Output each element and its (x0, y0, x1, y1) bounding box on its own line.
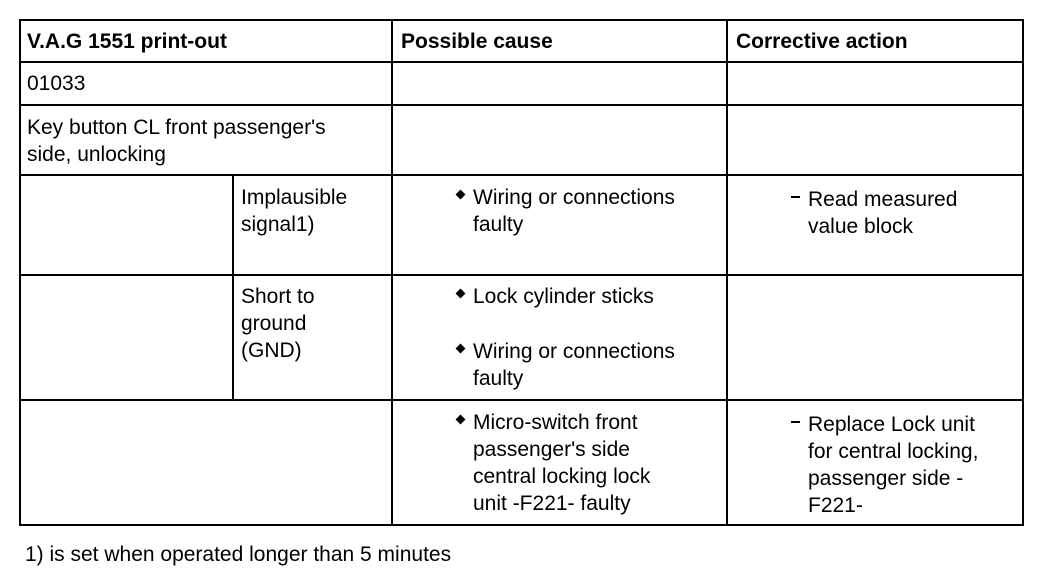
action-line: Read measured (808, 188, 958, 211)
cause-line: unit -F221- faulty (473, 492, 631, 515)
cause-line: Wiring or connections (473, 340, 675, 363)
cause-line: central locking lock (473, 465, 651, 488)
column-divider (391, 19, 393, 526)
dash-icon (791, 196, 800, 198)
condition-line: Implausible (241, 186, 348, 209)
condition-line: (GND) (241, 339, 302, 362)
cause-line: Wiring or connections (473, 186, 675, 209)
header-corrective-action: Corrective action (736, 30, 908, 53)
cause-line: faulty (473, 213, 524, 236)
fault-code: 01033 (27, 72, 86, 95)
cause-line: Lock cylinder sticks (473, 285, 654, 308)
cause-line: faulty (473, 367, 524, 390)
row-divider (19, 104, 1024, 106)
action-line: passenger side - (808, 467, 964, 490)
dash-icon (791, 421, 800, 423)
column-divider (232, 174, 234, 400)
condition-line: ground (241, 312, 307, 335)
condition-line: Short to (241, 285, 315, 308)
header-printout: V.A.G 1551 print-out (27, 30, 227, 53)
footnote: 1) is set when operated longer than 5 minutes (25, 543, 452, 566)
action-line: Replace Lock unit (808, 413, 975, 436)
action-line: value block (808, 215, 914, 238)
condition-line: signal1) (241, 213, 315, 236)
column-divider (726, 19, 728, 526)
cause-line: passenger's side (473, 438, 630, 461)
row-divider (19, 399, 1024, 401)
header-possible-cause: Possible cause (401, 30, 553, 53)
row-divider (19, 174, 1024, 176)
action-line: F221- (808, 494, 863, 517)
cause-line: Micro-switch front (473, 411, 638, 434)
row-divider (19, 274, 1024, 276)
component-name-line: side, unlocking (27, 143, 166, 166)
action-line: for central locking, (808, 440, 979, 463)
row-divider (19, 61, 1024, 63)
component-name-line: Key button CL front passenger's (27, 116, 326, 139)
